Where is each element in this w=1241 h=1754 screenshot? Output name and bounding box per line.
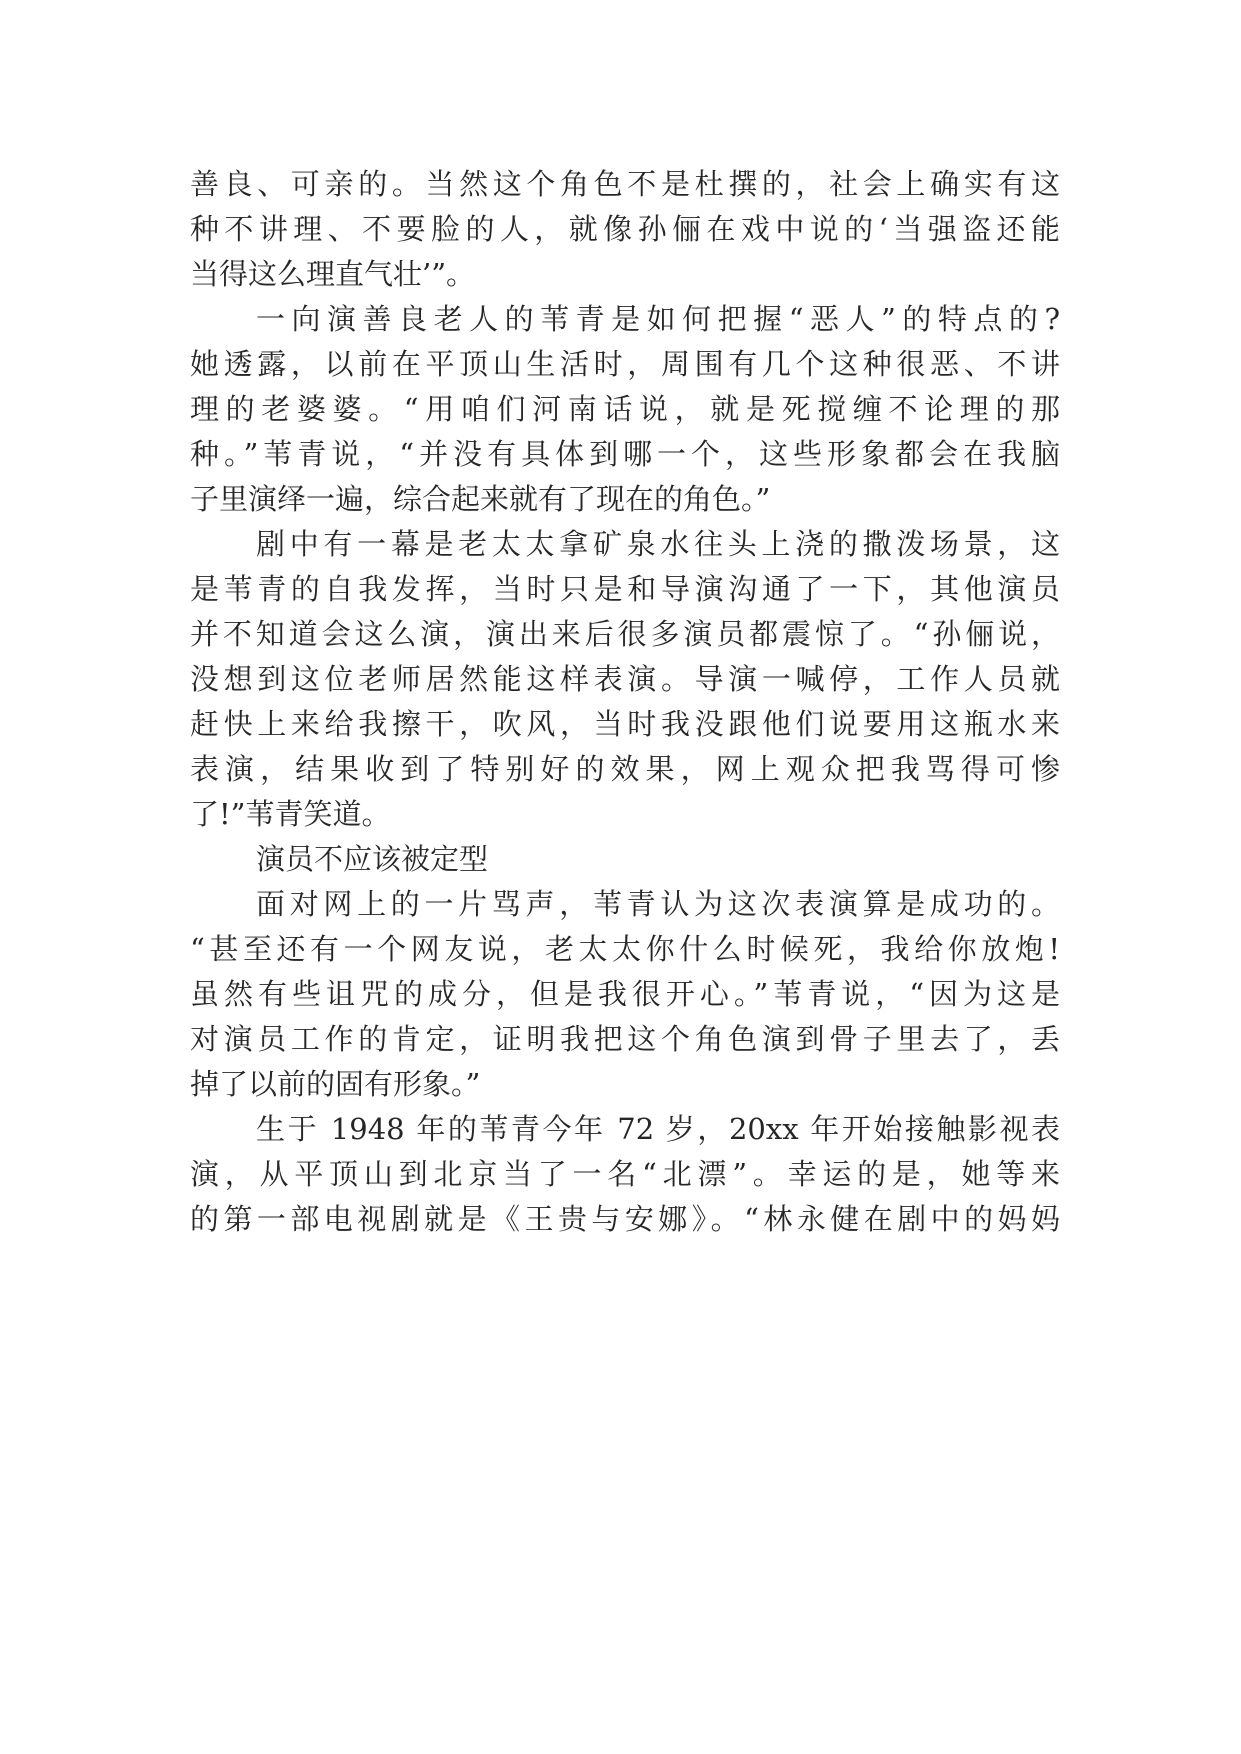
text-line: 没想到这位老师居然能这样表演。导演一喊停，工作人员就 (190, 662, 1060, 696)
text-line: 子里演绎一遍，综合起来就有了现在的角色。” (190, 482, 771, 516)
text-line: 并不知道会这么演，演出来后很多演员都震惊了。“孙俪说， (190, 617, 1060, 651)
section-heading: 演员不应该被定型 (256, 842, 489, 876)
text-line: 理的老婆婆。“用咱们河南话说，就是死搅缠不论理的那 (190, 392, 1060, 426)
text-line: 对演员工作的肯定，证明我把这个角色演到骨子里去了，丢 (190, 1022, 1060, 1056)
text-line: 表演，结果收到了特别好的效果，网上观众把我骂得可惨 (190, 752, 1060, 786)
text-line: 她透露，以前在平顶山生活时，周围有几个这种很恶、不讲 (190, 347, 1060, 381)
text-line: 生于 1948 年的苇青今年 72 岁，20xx 年开始接触影视表 (256, 1112, 1060, 1146)
text-line: 掉了以前的固有形象。” (190, 1067, 481, 1101)
text-line: 一向演善良老人的苇青是如何把握“恶人”的特点的? (256, 302, 1060, 336)
text-line: 剧中有一幕是老太太拿矿泉水往头上浇的撒泼场景，这 (256, 527, 1060, 561)
text-line: 种。”苇青说，“并没有具体到哪一个，这些形象都会在我脑 (190, 437, 1060, 471)
text-line: 面对网上的一片骂声，苇青认为这次表演算是成功的。 (256, 887, 1060, 921)
text-line: 演，从平顶山到北京当了一名“北漂”。幸运的是，她等来 (190, 1157, 1060, 1191)
text-line: 了!”苇青笑道。 (190, 797, 391, 831)
text-line: 是苇青的自我发挥，当时只是和导演沟通了一下，其他演员 (190, 572, 1060, 606)
text-line: 的第一部电视剧就是《王贵与安娜》。“林永健在剧中的妈妈 (190, 1202, 1060, 1236)
text-line: 虽然有些诅咒的成分，但是我很开心。”苇青说，“因为这是 (190, 977, 1060, 1011)
text-line: 当得这么理直气壮’”。 (190, 257, 476, 291)
text-line: 善良、可亲的。当然这个角色不是杜撰的，社会上确实有这 (190, 167, 1060, 201)
text-line: 赶快上来给我擦干，吹风，当时我没跟他们说要用这瓶水来 (190, 707, 1060, 741)
article-body (190, 162, 1060, 1242)
text-line: “甚至还有一个网友说，老太太你什么时候死，我给你放炮! (190, 932, 1060, 966)
text-line: 种不讲理、不要脸的人，就像孙俪在戏中说的‘当强盗还能 (190, 212, 1060, 246)
